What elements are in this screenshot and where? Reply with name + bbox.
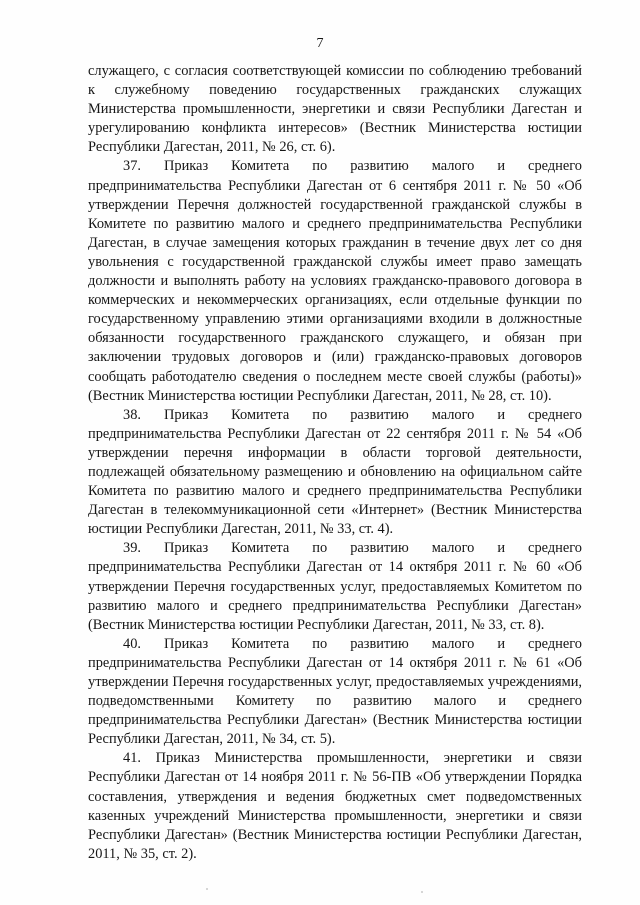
scan-speck	[421, 891, 423, 893]
paragraph-item-37: 37. Приказ Комитета по развитию малого и среднего предпринимательства Республики Дагестан от 6 сентября 2011 г. № 50 «Об утверждении Перечня должностей государственной гражданской службы в Комитете по развитию малого и среднего предпринимательства Республики Дагестан, в случае замещения которых гражданин в течение двух лет со дня увольнения с государственной гражданской службы имеет право замещать должности и выполнять работу на условиях гражданско-правового договора в коммерческих и некоммерческих организациях, если отдельные функции по государственному управлению этими организациями входили в должностные обязанности государственного гражданского служащего, и обязан при заключении трудовых договоров и (или) гражданско-правовых договоров сообщать работодателю сведения о последнем месте своей службы (работы)» (Вестник Министерства юстиции Республики Дагестан, 2011, № 28, ст. 10).	[88, 158, 582, 404]
paragraph-continuation: служащего, с согласия соответствующей комиссии по соблюдению требований к служебному поведению государственных гражданских служащих Министерства промышленности, энергетики и связи Республики Дагестан и урегулированию конфликта интересов» (Вестник Министерства юстиции Республики Дагестан, 2011, № 26, ст. 6).	[88, 63, 582, 156]
paragraph-item-38: 38. Приказ Комитета по развитию малого и среднего предпринимательства Республики Дагестан от 22 сентября 2011 г. № 54 «Об утверждении перечня информации в области торговой деятельности, подлежащей обязательному размещению и обновлению на официальном сайте Комитета по развитию малого и среднего предпринимательства Республики Дагестан в телекоммуникационной сети «Интернет» (Вестник Министерства юстиции Республики Дагестан, 2011, № 33, ст. 4).	[88, 406, 582, 538]
scan-speck	[206, 888, 208, 890]
paragraph-item-41: 41. Приказ Министерства промышленности, энергетики и связи Республики Дагестан от 14 ноября 2011 г. № 56-ПВ «Об утверждении Порядка составления, утверждения и ведения бюджетных смет подведомственных казенных учреждений Министерства промышленности, энергетики и связи Республики Дагестан» (Вестник Министерства юстиции Республики Дагестан, 2011, № 35, ст. 2).	[88, 750, 582, 862]
paragraph-item-40: 40. Приказ Комитета по развитию малого и среднего предпринимательства Республики Дагестан от 14 октября 2011 г. № 61 «Об утверждении Перечня государственных услуг, предоставляемых учреждениями, подведомственными Комитету по развитию малого и среднего предпринимательства Республики Дагестан» (Вестник Министерства юстиции Республики Дагестан, 2011, № 34, ст. 5).	[88, 635, 582, 748]
document-body	[88, 62, 582, 864]
paragraph-item-39: 39. Приказ Комитета по развитию малого и среднего предпринимательства Республики Дагестан от 14 октября 2011 г. № 60 «Об утверждении Перечня государственных услуг, предоставляемых Комитетом по развитию малого и среднего предпринимательства Республики Дагестан» (Вестник Министерства юстиции Республики Дагестан, 2011, № 33, ст. 8).	[88, 540, 582, 633]
page-number: 7	[316, 36, 324, 51]
